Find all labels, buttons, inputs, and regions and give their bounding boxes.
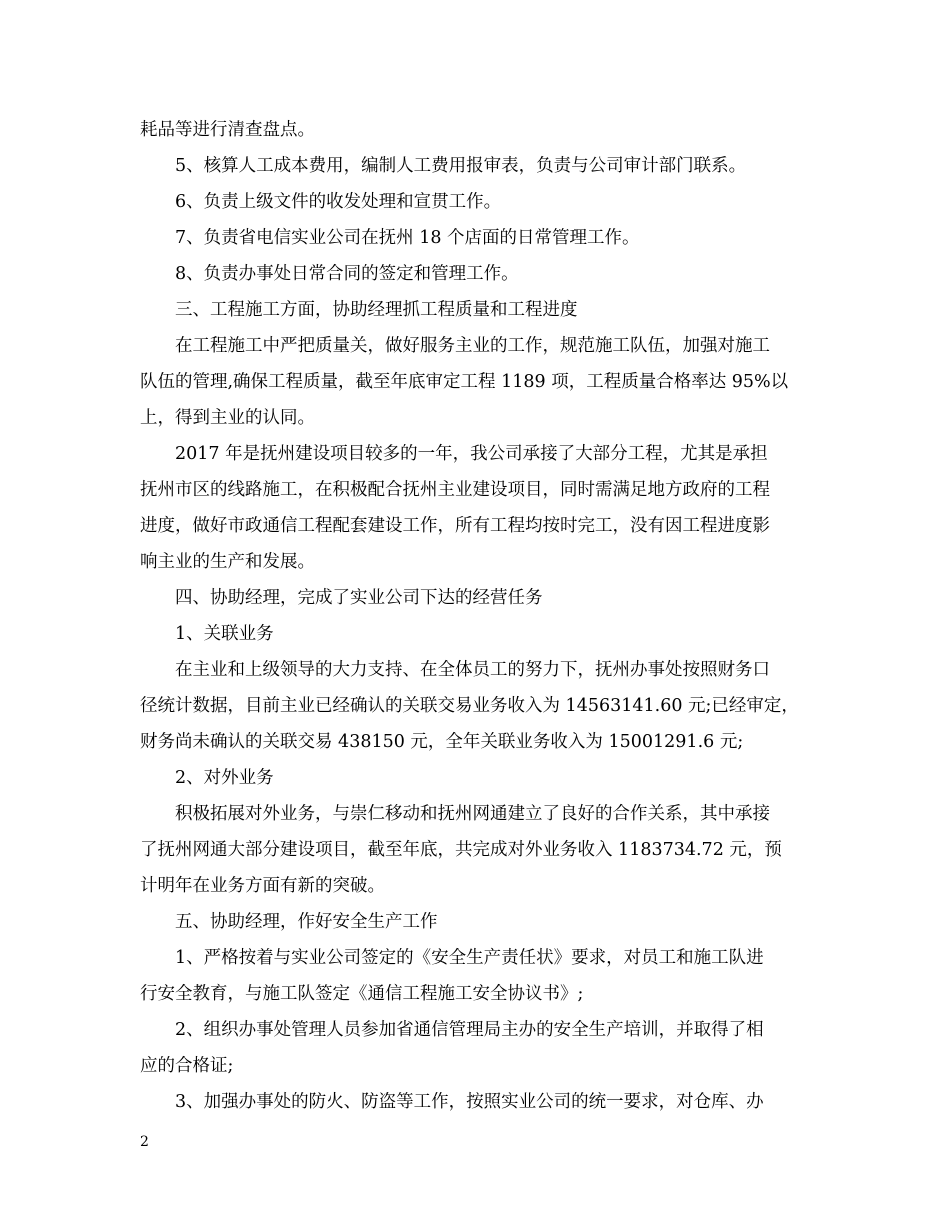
text-line: 径统计数据，目前主业已经确认的关联交易业务收入为 14563141.60 元;已经审定， [140, 696, 799, 716]
text-line: 8、负责办事处日常合同的签定和管理工作。 [175, 264, 519, 284]
text-line: 在主业和上级领导的大力支持、在全体员工的努力下，抚州办事处按照财务口 [175, 660, 770, 680]
text-line: 抚州市区的线路施工，在积极配合抚州主业建设项目，同时需满足地方政府的工程 [140, 480, 770, 500]
text-line: 5、核算人工成本费用，编制人工费用报审表，负责与公司审计部门联系。 [175, 156, 747, 176]
text-line: 进度，做好市政通信工程配套建设工作，所有工程均按时完工，没有因工程进度影 [140, 516, 770, 536]
text-line: 2、对外业务 [175, 768, 274, 788]
text-line: 6、负责上级文件的收发处理和宣贯工作。 [175, 192, 502, 212]
text-line: 三、工程施工方面，协助经理抓工程质量和工程进度 [175, 300, 578, 320]
text-line: 1、严格按着与实业公司签定的《安全生产责任状》要求，对员工和施工队进 [175, 948, 764, 968]
text-line: 四、协助经理，完成了实业公司下达的经营任务 [175, 588, 543, 608]
text-line: 队伍的管理,确保工程质量，截至年底审定工程 1189 项，工程质量合格率达 95%以 [140, 372, 789, 392]
text-line: 7、负责省电信实业公司在抚州 18 个店面的日常管理工作。 [175, 228, 640, 248]
document-body [140, 112, 812, 1120]
text-line: 2017 年是抚州建设项目较多的一年，我公司承接了大部分工程，尤其是承担 [175, 444, 768, 464]
text-line: 了抚州网通大部分建设项目，截至年底，共完成对外业务收入 1183734.72 元，预 [140, 840, 782, 860]
text-line: 上，得到主业的认同。 [140, 408, 315, 428]
text-line: 行安全教育，与施工队签定《通信工程施工安全协议书》; [140, 984, 584, 1004]
text-line: 响主业的生产和发展。 [140, 552, 315, 572]
text-line: 3、加强办事处的防火、防盗等工作，按照实业公司的统一要求，对仓库、办 [175, 1092, 764, 1112]
text-line: 在工程施工中严把质量关，做好服务主业的工作，规范施工队伍，加强对施工 [175, 336, 770, 356]
text-line: 应的合格证; [140, 1056, 234, 1076]
text-line: 2、组织办事处管理人员参加省通信管理局主办的安全生产培训，并取得了相 [175, 1020, 764, 1040]
text-line: 积极拓展对外业务，与崇仁移动和抚州网通建立了良好的合作关系，其中承接 [175, 804, 770, 824]
text-line: 财务尚未确认的关联交易 438150 元，全年关联业务收入为 15001291.6 元; [140, 732, 744, 752]
page-number: 2 [140, 1134, 149, 1150]
text-line: 计明年在业务方面有新的突破。 [140, 876, 385, 896]
text-line: 1、关联业务 [175, 624, 274, 644]
text-line: 五、协助经理，作好安全生产工作 [175, 912, 438, 932]
text-line: 耗品等进行清查盘点。 [140, 120, 315, 140]
